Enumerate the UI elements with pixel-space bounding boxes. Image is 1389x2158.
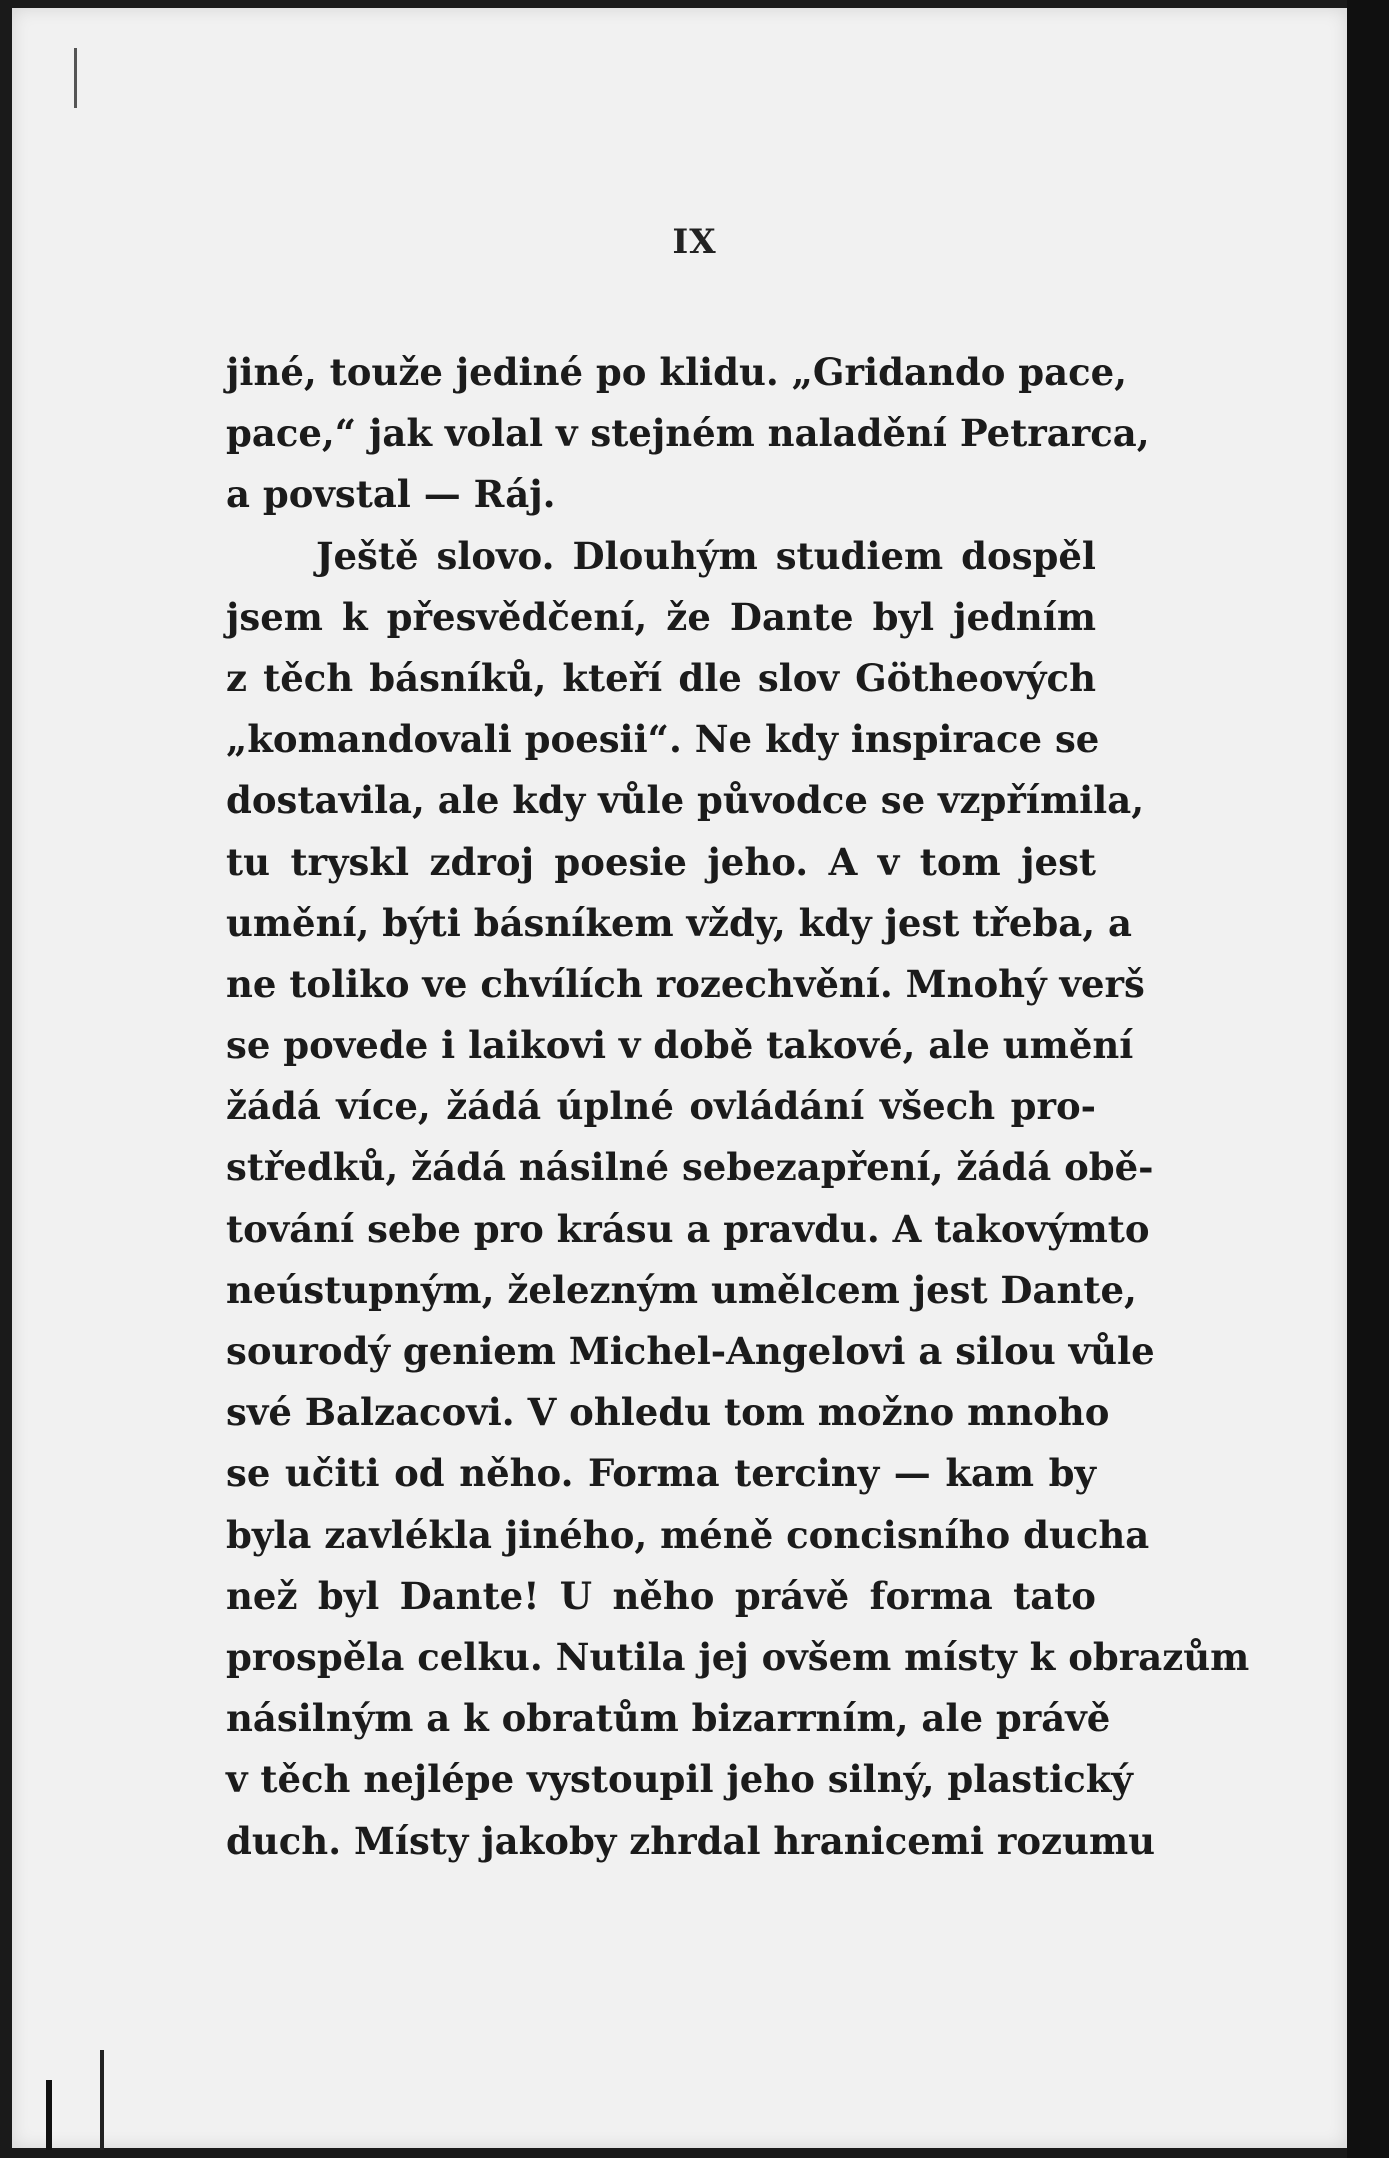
text-line: středků, žádá násilné sebezapření, žádá obě- — [226, 1145, 1154, 1190]
text-line: v těch nejlépe vystoupil jeho silný, plastický — [226, 1757, 1133, 1802]
text-line: „komandovali poesii“. Ne kdy inspirace se — [226, 717, 1100, 762]
text-line: pace,“ jak volal v stejném naladění Petrarca, — [226, 411, 1150, 456]
text-line: umění, býti básníkem vždy, kdy jest třeba, a — [226, 900, 1132, 945]
text-line: ne toliko ve chvílích rozechvění. Mnohý verš — [226, 961, 1145, 1006]
text-line: násilným a k obratům bizarrním, ale právě — [226, 1696, 1111, 1741]
text-line: a povstal — Ráj. — [226, 472, 556, 517]
text-line: Ještě slovo. Dlouhým studiem dospěl — [316, 533, 1096, 578]
text-line: jsem k přesvědčení, že Dante byl jedním — [226, 594, 1096, 639]
text-line: žádá více, žádá úplné ovládání všech pro- — [226, 1084, 1096, 1129]
text-line: své Balzacovi. V ohledu tom možno mnoho — [226, 1390, 1110, 1435]
scan-mark — [74, 48, 77, 108]
text-line: z těch básníků, kteří dle slov Göthеových — [226, 655, 1096, 700]
text-line: sourodý geniem Michel-Angelovi a silou vůle — [226, 1329, 1155, 1373]
text-line: byla zavlékla jiného, méně concisního ducha — [226, 1512, 1150, 1557]
text-line: se povede i laikovi v době takové, ale umění — [226, 1023, 1134, 1068]
text-line: se učiti od něho. Forma terciny — kam by — [226, 1451, 1096, 1496]
page-number: IX — [672, 222, 717, 262]
text-line: dostavila, ale kdy vůle původce se vzpřímila, — [226, 778, 1145, 823]
text-line: tu tryskl zdroj poesie jeho. A v tom jest — [226, 839, 1096, 884]
scan-mark — [46, 2080, 52, 2150]
scan-edge — [1347, 0, 1389, 2158]
body-text — [226, 342, 1250, 1872]
text-line: než byl Dante! U něho právě forma tato — [226, 1573, 1096, 1618]
text-line: tování sebe pro krásu a pravdu. A takovýmto — [226, 1206, 1150, 1251]
scan-mark — [100, 2050, 104, 2150]
text-line: duch. Místy jakoby zhrdal hranicemi rozumu — [226, 1818, 1156, 1863]
text-line: jiné, touže jediné po klidu. „Gridando pace, — [226, 350, 1128, 394]
text-line: prospěla celku. Nutila jej ovšem místy k obrazům — [226, 1634, 1250, 1679]
text-line: neústupným, železným umělcem jest Dante, — [226, 1267, 1137, 1312]
